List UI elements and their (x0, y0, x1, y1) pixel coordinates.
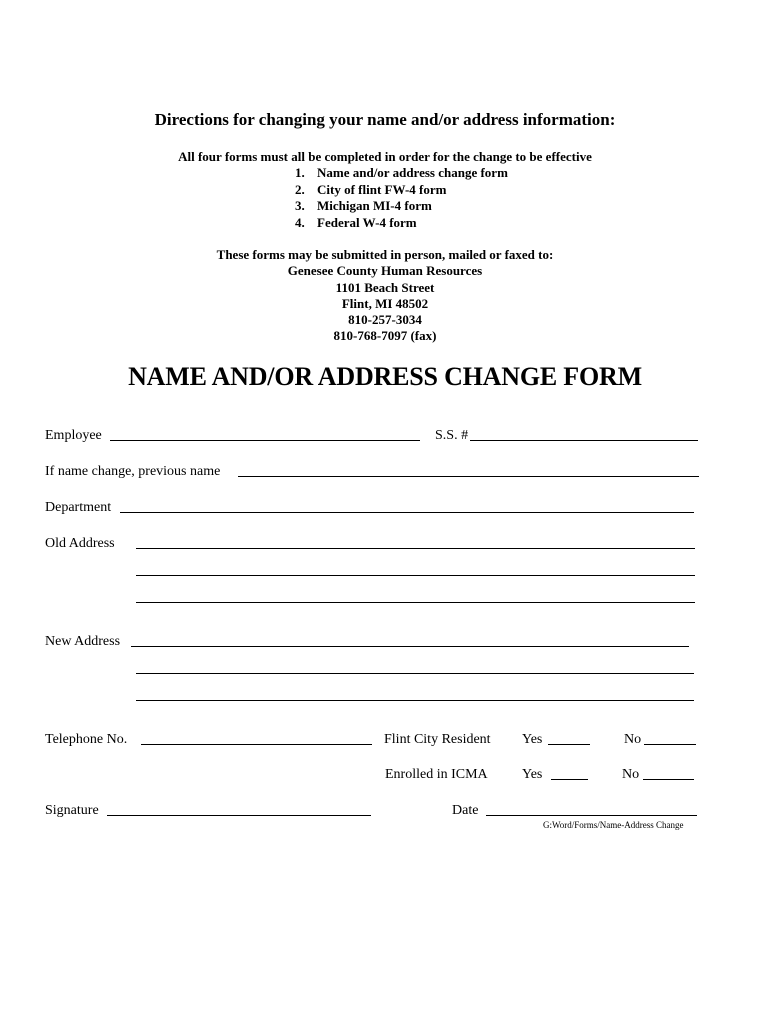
flint-resident-label: Flint City Resident (384, 732, 491, 747)
ss-number-field[interactable] (470, 440, 698, 441)
icma-no-label: No (622, 767, 640, 782)
date-label: Date (452, 803, 479, 818)
form-title: NAME AND/OR ADDRESS CHANGE FORM (128, 362, 642, 391)
new-address-line-1[interactable] (131, 646, 689, 647)
city-state-zip: Flint, MI 48502 (341, 295, 429, 311)
previous-name-field[interactable] (238, 476, 699, 477)
ss-label: S.S. # (435, 428, 469, 443)
old-address-label: Old Address (45, 536, 115, 551)
icma-label: Enrolled in ICMA (385, 767, 488, 782)
employee-label: Employee (45, 428, 102, 443)
phone-number: 810-257-3034 (348, 312, 422, 328)
resident-no-field[interactable] (644, 744, 696, 745)
list-item: 4. Federal W-4 form (295, 214, 417, 230)
icma-yes-field[interactable] (551, 779, 588, 780)
signature-field[interactable] (107, 815, 371, 816)
signature-label: Signature (45, 803, 99, 818)
directions-title: Directions for changing your name and/or address information: (154, 110, 616, 129)
telephone-label: Telephone No. (45, 732, 128, 747)
resident-yes-label: Yes (522, 732, 543, 747)
submission-address-block (0, 247, 770, 345)
requirement-text: All four forms must all be completed in order for the change to be effective (178, 149, 592, 164)
previous-name-label: If name change, previous name (45, 464, 221, 479)
submit-heading: These forms may be submitted in person, mailed or faxed to: (216, 247, 554, 262)
list-item: 3. Michigan MI-4 form (295, 198, 432, 213)
required-forms-list (295, 165, 508, 231)
old-address-line-3[interactable] (136, 602, 695, 603)
new-address-line-3[interactable] (136, 700, 694, 701)
new-address-line-2[interactable] (136, 673, 694, 674)
list-item: 1. Name and/or address change form (295, 165, 508, 180)
icma-no-field[interactable] (643, 779, 694, 780)
new-address-label: New Address (45, 634, 121, 649)
old-address-line-2[interactable] (136, 575, 695, 576)
department-label: Department (45, 500, 112, 515)
file-path-footer: G:Word/Forms/Name-Address Change (543, 820, 684, 830)
street-address: 1101 Beach Street (335, 279, 435, 295)
resident-no-label: No (624, 732, 642, 747)
fax-number: 810-768-7097 (fax) (333, 328, 437, 344)
organization-name: Genesee County Human Resources (287, 263, 483, 279)
resident-yes-field[interactable] (548, 744, 590, 745)
old-address-line-1[interactable] (136, 548, 695, 549)
telephone-field[interactable] (141, 744, 372, 745)
employee-field[interactable] (110, 440, 420, 441)
icma-yes-label: Yes (522, 767, 543, 782)
department-field[interactable] (120, 512, 694, 513)
list-item: 2. City of flint FW-4 form (295, 181, 447, 197)
date-field[interactable] (486, 815, 697, 816)
